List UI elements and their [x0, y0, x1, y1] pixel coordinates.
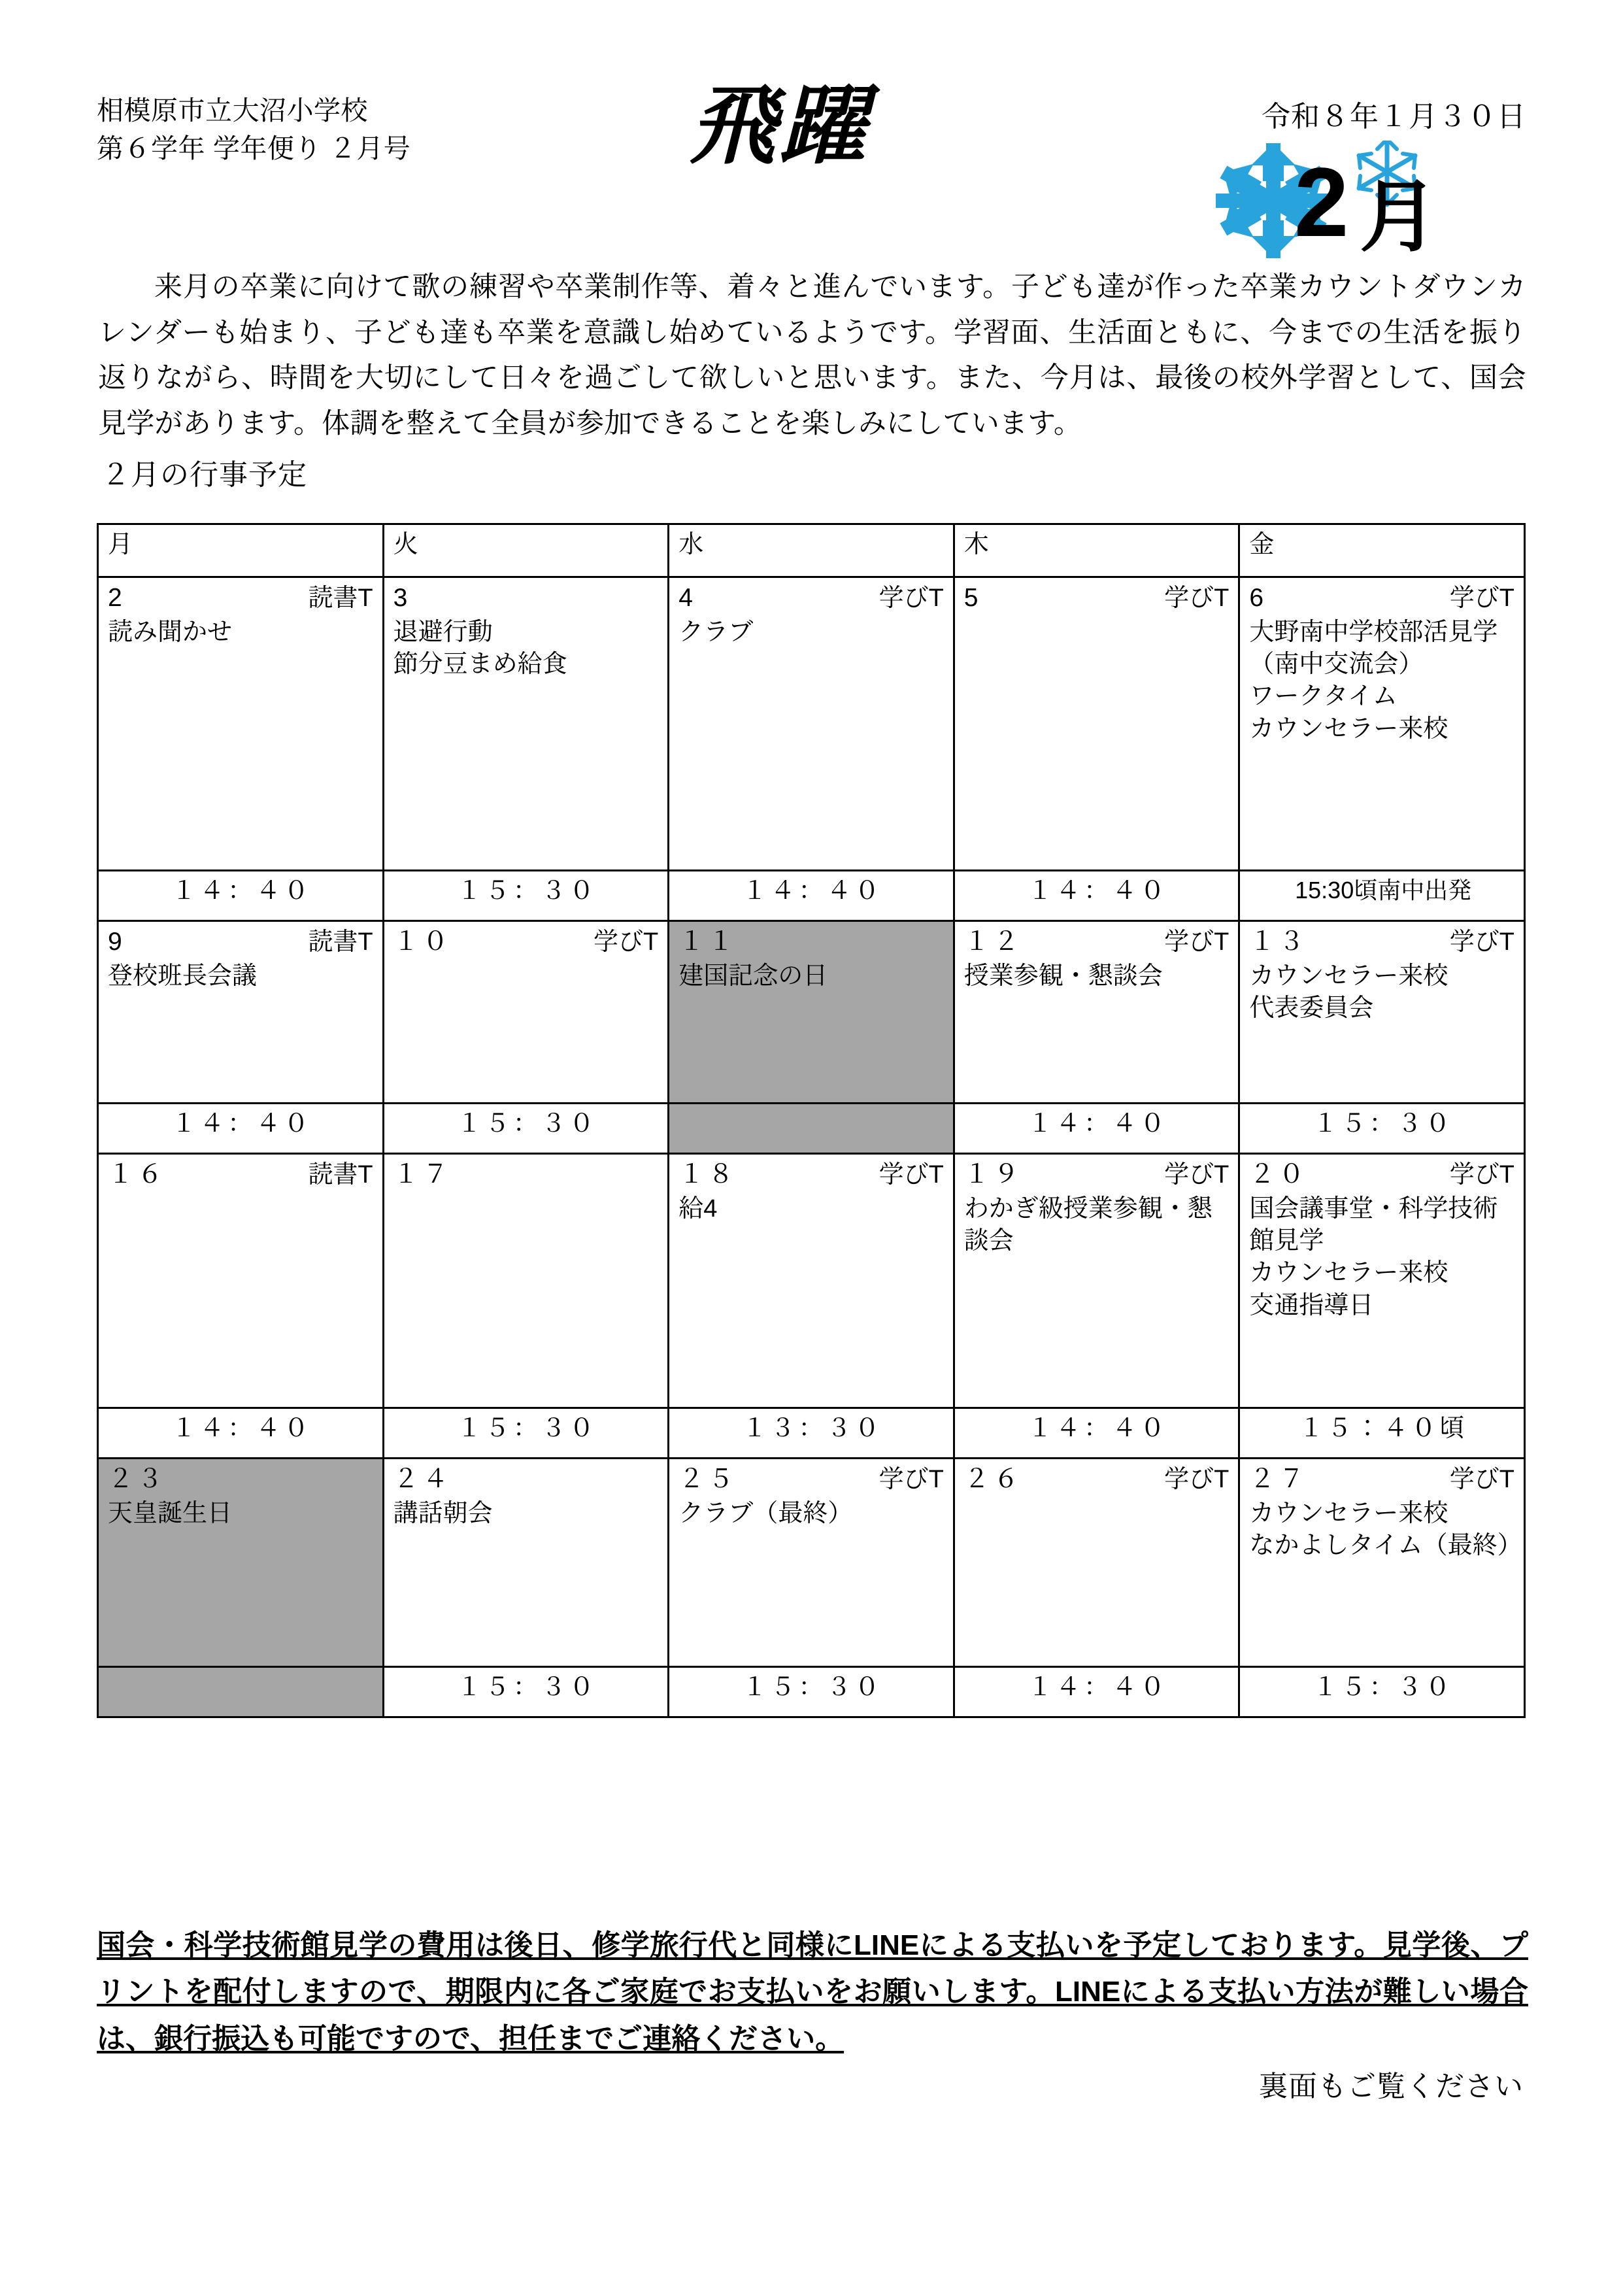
calendar-day-cell [383, 921, 669, 1104]
calendar-day-cell [669, 1459, 954, 1667]
day-event-item: 節分豆まめ給食 [393, 650, 567, 679]
event-schedule-table [97, 523, 1526, 1718]
day-events [1249, 1498, 1522, 1562]
day-number: １３ [1249, 928, 1309, 956]
calendar-time-row [98, 1104, 1525, 1154]
day-tag-label: 読書T [308, 928, 373, 956]
day-number: １８ [678, 1160, 738, 1189]
day-header [393, 1463, 661, 1496]
dismissal-time-cell: １４：４０ [954, 1408, 1239, 1459]
day-header [964, 582, 1232, 615]
day-tag-label: 読書T [308, 584, 373, 612]
day-events [1249, 616, 1517, 746]
calendar-day-cell [98, 921, 384, 1104]
day-event-item: クラブ（最終） [678, 1499, 853, 1527]
day-tag-label: 学びT [878, 1161, 944, 1189]
calendar-day-cell [98, 577, 384, 871]
day-number: １６ [108, 1160, 167, 1189]
day-tag-label: 学びT [593, 928, 659, 956]
day-header [964, 926, 1232, 959]
emblem-month-kanji: 月 [1360, 173, 1438, 258]
page-header [0, 0, 1623, 258]
dismissal-time-cell: １５：３０ [383, 871, 669, 921]
day-header [964, 1158, 1232, 1192]
month-emblem [1196, 141, 1484, 258]
day-event-item: 退避行動 [393, 618, 493, 646]
day-of-week-header: 火 [383, 524, 669, 577]
calendar-day-cell [98, 1459, 384, 1667]
dismissal-time-cell: １５：３０ [1239, 1667, 1525, 1717]
backside-note: 裏面もご覧ください [1259, 2070, 1524, 2102]
day-tag-label: 学びT [1164, 928, 1230, 956]
day-number: １０ [393, 928, 452, 956]
day-header [108, 582, 376, 615]
dismissal-time-cell [669, 1104, 954, 1154]
calendar-day-cell [669, 1154, 954, 1408]
calendar-time-row [98, 871, 1525, 921]
calendar-day-cell [1239, 1459, 1525, 1667]
day-events [964, 960, 1232, 992]
masthead-title: 飛躍 [690, 78, 870, 175]
calendar-time-row [98, 1408, 1525, 1459]
day-event-item: カウンセラー来校 [1249, 1499, 1448, 1527]
day-number: ２５ [678, 1465, 738, 1493]
day-number: 9 [108, 928, 126, 956]
day-header [678, 1463, 946, 1496]
day-tag-label: 学びT [1449, 584, 1514, 612]
day-event-item: 国会議事堂・科学技術館見学 [1249, 1194, 1498, 1255]
calendar-day-cell [383, 577, 669, 871]
day-of-week-header: 金 [1239, 524, 1525, 577]
intro-paragraph [98, 265, 1526, 447]
day-event-item: 大野南中学校部活見学（南中交流会） [1249, 618, 1498, 679]
calendar-day-cell [954, 1459, 1239, 1667]
calendar-time-row [98, 1667, 1525, 1717]
day-event-item: カウンセラー来校 [1249, 715, 1448, 743]
calendar-day-cell [1239, 577, 1525, 871]
schedule-section-title: ２月の行事予定 [101, 459, 307, 491]
day-number: 6 [1249, 584, 1268, 612]
day-tag-label: 学びT [1164, 584, 1230, 612]
day-events [678, 1498, 946, 1530]
day-number: １７ [393, 1160, 452, 1189]
day-header [108, 1463, 376, 1496]
day-event-item: 建国記念の日 [678, 962, 828, 990]
day-events [1249, 1193, 1517, 1323]
calendar-header-row [98, 524, 1525, 577]
calendar-week-row [98, 921, 1525, 1104]
dismissal-time-cell: １４：４０ [954, 1667, 1239, 1717]
day-header [393, 582, 661, 615]
day-event-item: 交通指導日 [1249, 1291, 1374, 1319]
calendar-day-cell [954, 577, 1239, 871]
day-tag-label: 学びT [1449, 1161, 1514, 1189]
dismissal-time-cell: １４：４０ [98, 1104, 384, 1154]
day-number: ２３ [108, 1465, 167, 1493]
day-event-item: カウンセラー来校 [1249, 1259, 1448, 1287]
day-number: ２４ [393, 1465, 452, 1493]
day-header [1249, 582, 1517, 615]
day-number: 5 [963, 584, 982, 612]
day-header [678, 1158, 946, 1192]
day-number: 2 [108, 584, 126, 612]
issue-line: 第６学年 学年便り ２月号 [97, 133, 411, 164]
dismissal-time-cell: １４：４０ [954, 1104, 1239, 1154]
day-events [108, 616, 376, 649]
dismissal-time-cell: １５：３０ [1239, 1104, 1525, 1154]
day-event-item: 講話朝会 [393, 1499, 493, 1527]
day-header [678, 926, 946, 959]
day-event-item: 代表委員会 [1249, 994, 1374, 1022]
day-events [964, 1193, 1232, 1258]
day-events [393, 1498, 661, 1530]
issue-date: 令和８年１月３０日 [1262, 101, 1526, 133]
day-event-item: 授業参観・懇談会 [963, 962, 1163, 990]
dismissal-time-cell [98, 1667, 384, 1717]
day-header [678, 582, 946, 615]
day-event-item: ワークタイム [1249, 683, 1397, 711]
day-event-item: 読み聞かせ [108, 618, 233, 646]
day-tag-label: 学びT [1449, 1466, 1514, 1493]
calendar-day-cell [383, 1154, 669, 1408]
day-header [393, 926, 661, 959]
day-event-item: クラブ [678, 618, 754, 646]
day-events [678, 960, 946, 992]
school-identity-block [97, 92, 410, 167]
day-number: ２０ [1249, 1160, 1309, 1189]
dismissal-time-cell: １３：３０ [669, 1408, 954, 1459]
intro-text: 来月の卒業に向けて歌の練習や卒業制作等、着々と進んでいます。子ども達が作った卒業カウントダウンカレンダーも始まり、子ども達も卒業を意識し始めているようです。学習面、生活面ともに、今までの生活を振り返りながら、時間を大切にして日々を過ごして欲しいと思います。また、今月は、最後の校外学習として、国会見学があります。体調を整えて全員が参加できることを楽しみにしています。 [98, 271, 1526, 439]
day-header [964, 1463, 1232, 1496]
day-event-item: わかぎ級授業参観・懇談会 [963, 1194, 1213, 1255]
day-events [678, 616, 946, 649]
calendar-day-cell [669, 577, 954, 871]
day-number: １９ [963, 1160, 1023, 1189]
day-of-week-header: 木 [954, 524, 1239, 577]
day-header [1249, 1463, 1517, 1496]
day-events [108, 1498, 376, 1530]
school-name: 相模原市立大沼小学校 [97, 95, 368, 126]
day-header [1249, 926, 1517, 959]
day-event-item: なかよしタイム（最終） [1249, 1532, 1522, 1560]
day-event-item: カウンセラー来校 [1249, 962, 1448, 990]
day-number: ２７ [1249, 1465, 1309, 1493]
day-events [108, 960, 376, 992]
dismissal-time-cell: １４：４０ [98, 871, 384, 921]
calendar-day-cell [383, 1459, 669, 1667]
day-of-week-header: 月 [98, 524, 384, 577]
dismissal-time-cell: １４：４０ [954, 871, 1239, 921]
dismissal-time-cell: １４：４０ [669, 871, 954, 921]
dismissal-time-cell: １５：３０ [383, 1667, 669, 1717]
day-events [678, 1193, 946, 1225]
day-event-item: 登校班長会議 [108, 962, 258, 990]
day-number: ２６ [963, 1465, 1023, 1493]
calendar-day-cell [1239, 921, 1525, 1104]
calendar-week-row [98, 1154, 1525, 1408]
calendar-day-cell [954, 921, 1239, 1104]
day-header [393, 1158, 661, 1192]
day-header [108, 926, 376, 959]
day-tag-label: 学びT [1164, 1466, 1230, 1493]
payment-notice [97, 1922, 1528, 2062]
day-number: 3 [393, 584, 412, 612]
day-of-week-header: 水 [669, 524, 954, 577]
day-event-item: 天皇誕生日 [108, 1499, 233, 1527]
dismissal-time-cell: 15:30頃南中出発 [1239, 871, 1525, 921]
dismissal-time-cell: １５：３０ [383, 1408, 669, 1459]
dismissal-time-cell: １４：４０ [98, 1408, 384, 1459]
calendar-week-row [98, 1459, 1525, 1667]
emblem-month-number: 2 [1294, 147, 1349, 257]
calendar-day-cell [98, 1154, 384, 1408]
day-number: １２ [963, 928, 1023, 956]
day-tag-label: 学びT [1449, 928, 1514, 956]
day-tag-label: 学びT [878, 584, 944, 612]
payment-notice-text: 国会・科学技術館見学の費用は後日、修学旅行代と同様にLINEによる支払いを予定しております。見学後、プリントを配付しますので、期限内に各ご家庭でお支払いをお願いします。LINEによる支払い方法が難しい場合は、銀行振込も可能ですので、担任までご連絡ください。 [97, 1929, 1528, 2055]
day-events [393, 616, 661, 681]
day-number: 4 [678, 584, 697, 612]
day-header [108, 1158, 376, 1192]
day-events [1249, 960, 1517, 1025]
dismissal-time-cell: １５：４０頃 [1239, 1408, 1525, 1459]
calendar-day-cell [1239, 1154, 1525, 1408]
day-event-item: 給4 [678, 1194, 718, 1223]
calendar-day-cell [954, 1154, 1239, 1408]
day-tag-label: 読書T [308, 1161, 373, 1189]
calendar-day-cell [669, 921, 954, 1104]
day-tag-label: 学びT [878, 1466, 944, 1493]
day-tag-label: 学びT [1164, 1161, 1230, 1189]
day-number: １１ [678, 928, 738, 956]
dismissal-time-cell: １５：３０ [669, 1667, 954, 1717]
day-header [1249, 1158, 1517, 1192]
calendar-week-row [98, 577, 1525, 871]
dismissal-time-cell: １５：３０ [383, 1104, 669, 1154]
